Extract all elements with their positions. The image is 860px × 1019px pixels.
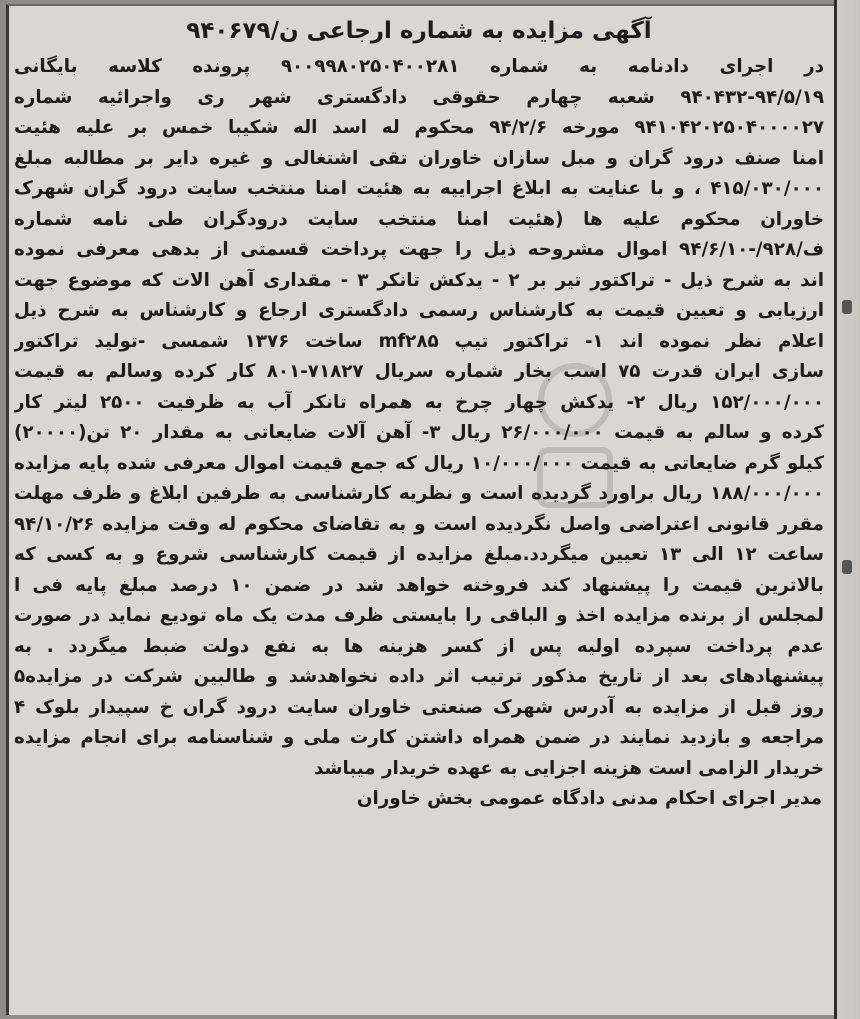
notice-line: ارزیابی و تعیین قیمت به کارشناس رسمی دادگستری ارجاع و کارشناس به شرح ذیل <box>14 300 824 321</box>
notice-line: ۴۱۵/۰۳۰/۰۰۰ ، و با عنایت به ابلاغ اجراییه به هئیت امنا منتخب سایت درود گران شهرک <box>14 178 824 199</box>
notice-line: خاوران محکوم علیه ها (هئیت امنا منتخب سایت درودگران طی نامه شماره <box>14 208 824 230</box>
notice-line: سازی ایران قدرت ۷۵ اسب بخار شماره سریال ۷۱۸۲۷-۸۰۱ کار کرده وسالم به قیمت <box>14 361 824 382</box>
notice-line: مقرر قانونی اعتراضی واصل نگردیده است و به تقاضای محکوم له وقت مزایده ۹۴/۱۰/۲۶ <box>14 513 824 535</box>
auction-notice <box>14 14 824 815</box>
notice-line: کیلو گرم ضایعاتی به قیمت ۱۰/۰۰۰/۰۰۰ ریال که جمع قیمت اموال معرفی شده پایه مزایده <box>14 452 824 474</box>
notice-line: امنا صنف درود گران و مبل سازان خاوران تقی اشتغالی و غیره دایر بر مطالبه مبلغ <box>14 147 824 169</box>
notice-signature: مدیر اجرای احکام مدنی دادگاه عمومی بخش خاوران <box>356 788 822 809</box>
notice-title: آگهی مزایده به شماره ارجاعی ن/۹۴۰۶۷۹ <box>186 18 652 44</box>
notice-line: بالاترین قیمت را پیشنهاد کند فروخته خواهد شد در ضمن ۱۰ درصد مبلغ پایه فی ا <box>14 574 824 596</box>
notice-line: ۹۴۰۴۳۲-۹۴/۵/۱۹ شعبه چهارم حقوقی دادگستری شهر ری واجرائیه شماره <box>14 86 824 108</box>
notice-line: مراجعه و بازدید نمایند در ضمن همراه داشتن کارت ملی و شناسنامه برای انجام مزایده <box>14 727 824 748</box>
notice-line: ۱۸۸/۰۰۰/۰۰۰ ریال براورد گردیده است و نظریه کارشناسی به طرفین ابلاغ و ظرف مهلت <box>14 483 824 504</box>
notice-line: اعلام نظر نموده اند ۱- تراکتور تیپ mf۲۸۵ ساخت ۱۳۷۶ شمسی -تولید تراکتور <box>14 330 824 352</box>
notice-line: ف/۹۲۸/-۹۴/۶/۱۰ اموال مشروحه ذیل را جهت پرداخت قسمتی از بدهی معرفی نموده <box>14 239 824 260</box>
adjacent-column-strip <box>834 0 860 1019</box>
notice-line: ۱۵۲/۰۰۰/۰۰۰ ریال ۲- یدکش چهار چرخ به همراه تانکر آب به ظرفیت ۲۵۰۰ لیتر کار <box>14 391 824 413</box>
notice-line: ساعت ۱۲ الی ۱۳ تعیین میگردد.مبلغ مزایده از قیمت کارشناسی شروع و به کسی که <box>14 544 824 565</box>
notice-line: کرده و سالم به قیمت ۲۶/۰۰۰/۰۰۰ ریال ۳- آهن آلات ضایعاتی به مقدار ۲۰ تن(۲۰۰۰۰) <box>14 422 824 443</box>
notice-line: خریدار الزامی است هزینه اجزایی به عهده خریدار میباشد <box>313 757 824 779</box>
notice-line: ۹۴۱۰۴۲۰۲۵۰۴۰۰۰۰۲۷ مورخه ۹۴/۲/۶ محکوم له اسد اله شکیبا خمس بر علیه هئیت <box>14 117 824 138</box>
strip-mark <box>842 300 852 314</box>
notice-line: عدم پرداخت سپرده اولیه پس از کسر هزینه ها به نفع دولت ضبط میگردد . به <box>14 635 824 657</box>
notice-line: روز قبل از مزایده به آدرس شهرک صنعتی خاوران سایت درود گران خ سپیدار بلوک ۴ <box>14 696 824 718</box>
notice-line: اند به شرح ذیل - تراکتور تیر بر ۲ - یدکش تانکر ۳ - مقداری آهن الات که موضوع جهت <box>14 269 824 291</box>
notice-line: در اجرای دادنامه به شماره ۹۰۰۹۹۸۰۲۵۰۴۰۰۲۸۱ پرونده کلاسه بایگانی <box>14 56 824 77</box>
notice-line: لمجلس از برنده مزایده اخذ و الباقی را بایستی ظرف مدت یک ماه تودیع نماید در صورت <box>14 605 824 626</box>
notice-line: پیشنهادهای بعد از تاریخ مذکور ترتیب اثر داده نخواهدشد و طالبین شرکت در مزایده۵ <box>14 666 824 687</box>
strip-mark <box>842 560 852 574</box>
